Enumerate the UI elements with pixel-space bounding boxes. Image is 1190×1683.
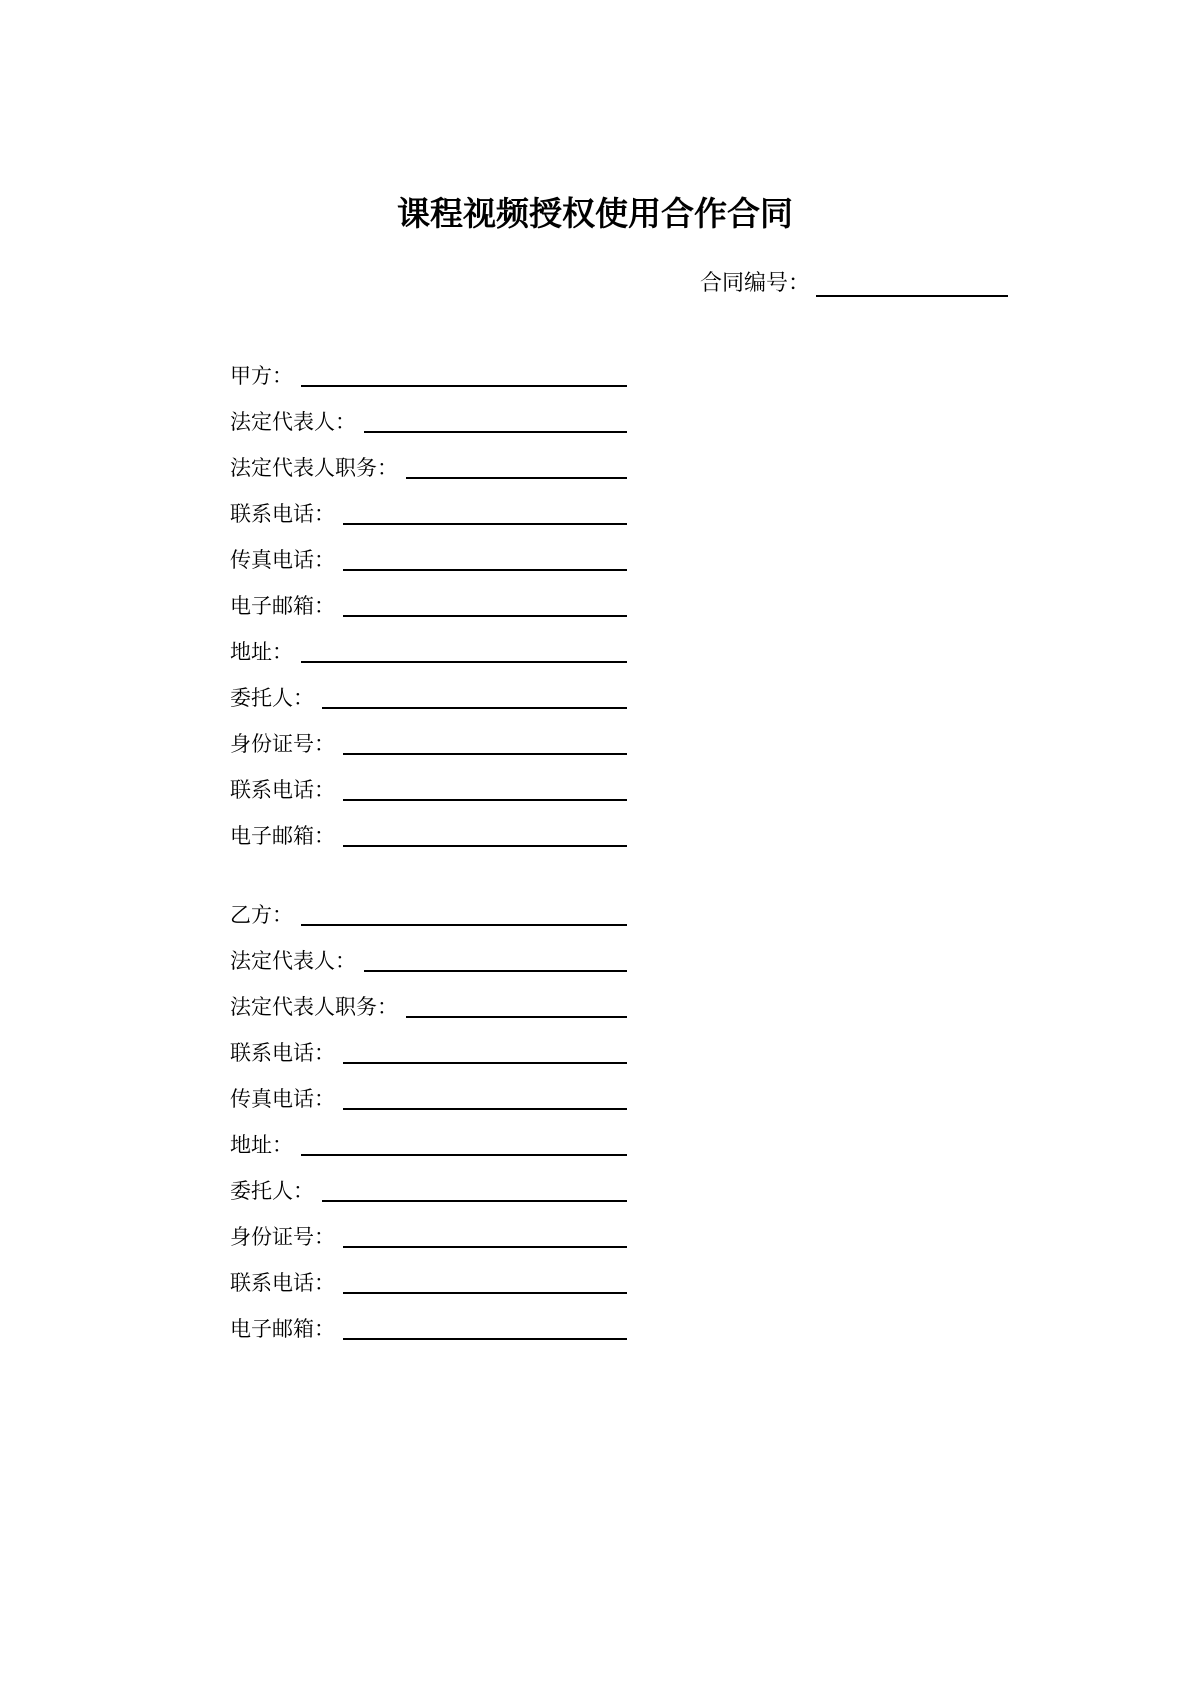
party-b-fax-field[interactable]: [343, 1082, 627, 1110]
party-b-section: [230, 886, 627, 1346]
party-a-email-row: [230, 577, 627, 623]
field-label: 传真电话：: [230, 548, 335, 572]
field-label: 身份证号：: [230, 732, 335, 756]
party-b-legal-rep-field[interactable]: [364, 944, 627, 972]
field-label: 法定代表人：: [230, 949, 356, 973]
field-label: 委托人：: [230, 686, 314, 710]
party-a-name-field[interactable]: [301, 359, 627, 387]
contract-number: [700, 265, 1008, 297]
party-a-name-row: [230, 347, 627, 393]
party-a-agent-field[interactable]: [322, 681, 627, 709]
party-b-phone-field[interactable]: [343, 1036, 627, 1064]
party-b-address-field[interactable]: [301, 1128, 627, 1156]
party-b-fax-row: [230, 1070, 627, 1116]
party-b-agent-email-field[interactable]: [343, 1312, 627, 1340]
field-label: 联系电话：: [230, 1041, 335, 1065]
party-a-phone-field[interactable]: [343, 497, 627, 525]
party-b-phone-row: [230, 1024, 627, 1070]
party-b-legal-rep-title-row: [230, 978, 627, 1024]
field-label: 法定代表人：: [230, 410, 356, 434]
field-label: 电子邮箱：: [230, 594, 335, 618]
party-b-legal-rep-row: [230, 932, 627, 978]
party-a-agent-phone-row: [230, 761, 627, 807]
field-label: 委托人：: [230, 1179, 314, 1203]
party-a-legal-rep-title-row: [230, 439, 627, 485]
party-a-phone-row: [230, 485, 627, 531]
party-b-agent-phone-row: [230, 1254, 627, 1300]
field-label: 传真电话：: [230, 1087, 335, 1111]
field-label: 联系电话：: [230, 502, 335, 526]
party-a-email-field[interactable]: [343, 589, 627, 617]
party-a-legal-rep-title-field[interactable]: [406, 451, 627, 479]
document-title: 课程视频授权使用合作合同: [397, 194, 793, 233]
party-b-legal-rep-title-field[interactable]: [406, 990, 627, 1018]
party-b-id-number-row: [230, 1208, 627, 1254]
party-b-agent-row: [230, 1162, 627, 1208]
field-label: 电子邮箱：: [230, 824, 335, 848]
field-label: 联系电话：: [230, 1271, 335, 1295]
party-b-name-row: [230, 886, 627, 932]
party-b-agent-email-row: [230, 1300, 627, 1346]
party-a-agent-email-field[interactable]: [343, 819, 627, 847]
field-label: 法定代表人职务：: [230, 456, 398, 480]
field-label: 乙方：: [230, 903, 293, 927]
party-b-agent-phone-field[interactable]: [343, 1266, 627, 1294]
contract-number-label: 合同编号：: [700, 271, 811, 296]
field-label: 身份证号：: [230, 1225, 335, 1249]
field-label: 地址：: [230, 640, 293, 664]
party-a-address-row: [230, 623, 627, 669]
party-a-id-number-row: [230, 715, 627, 761]
party-a-legal-rep-field[interactable]: [364, 405, 627, 433]
party-a-agent-row: [230, 669, 627, 715]
party-a-agent-phone-field[interactable]: [343, 773, 627, 801]
party-a-id-number-field[interactable]: [343, 727, 627, 755]
party-b-address-row: [230, 1116, 627, 1162]
field-label: 地址：: [230, 1133, 293, 1157]
party-a-address-field[interactable]: [301, 635, 627, 663]
party-a-fax-row: [230, 531, 627, 577]
field-label: 法定代表人职务：: [230, 995, 398, 1019]
party-a-legal-rep-row: [230, 393, 627, 439]
party-b-id-number-field[interactable]: [343, 1220, 627, 1248]
party-a-section: [230, 347, 627, 853]
field-label: 电子邮箱：: [230, 1317, 335, 1341]
field-label: 联系电话：: [230, 778, 335, 802]
party-b-agent-field[interactable]: [322, 1174, 627, 1202]
party-a-agent-email-row: [230, 807, 627, 853]
party-a-fax-field[interactable]: [343, 543, 627, 571]
field-label: 甲方：: [230, 364, 293, 388]
party-b-name-field[interactable]: [301, 898, 627, 926]
contract-number-field[interactable]: [816, 269, 1008, 297]
